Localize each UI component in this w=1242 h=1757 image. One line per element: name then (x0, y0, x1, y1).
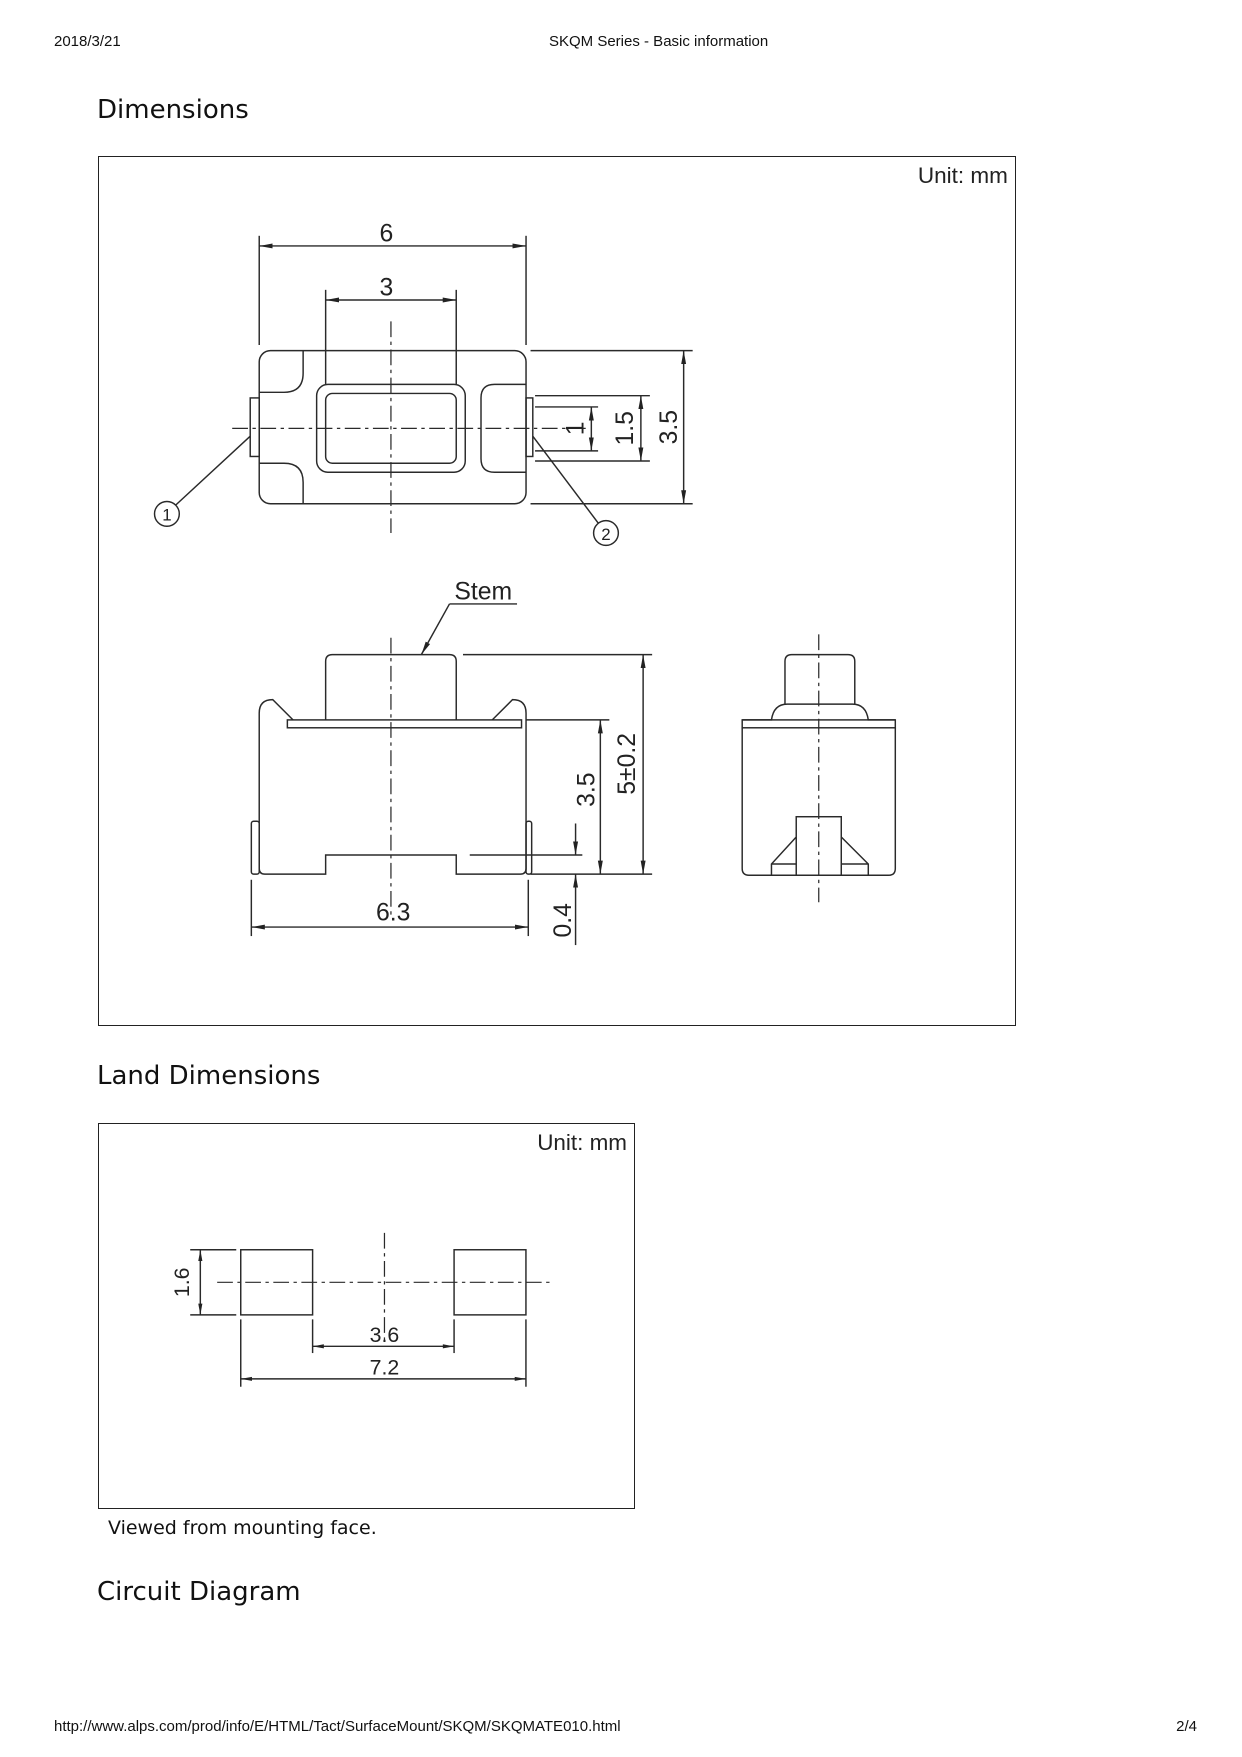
print-title: SKQM Series - Basic information (549, 33, 769, 50)
label-inner-gap: 3.6 (369, 1322, 400, 1347)
label-terminal-2: 2 (601, 524, 611, 544)
land-dimensions-figure (98, 1123, 635, 1509)
leader-stem (421, 604, 449, 655)
page-number: 2/4 (1176, 1718, 1197, 1735)
dimensions-figure (98, 156, 1016, 1026)
label-stem: Stem (454, 578, 513, 606)
land-dimensions-drawing (99, 1124, 634, 1508)
lead-foot-right (841, 837, 868, 875)
mounting-face-note: Viewed from mounting face. (108, 1517, 377, 1539)
cover-plate (287, 720, 521, 728)
front-view (251, 578, 652, 945)
label-outer-span: 7.2 (369, 1355, 400, 1380)
land-dimensions-heading: Land Dimensions (97, 1061, 321, 1091)
unit-label: Unit: mm (537, 1129, 627, 1155)
label-overall-width: 6 (379, 220, 394, 248)
dimensions-drawing (99, 157, 1015, 1025)
side-view (742, 634, 895, 902)
unit-label: Unit: mm (917, 162, 1008, 188)
label-body-height: 3.5 (573, 772, 601, 807)
label-overall-length: 6.3 (375, 899, 411, 927)
top-view (155, 220, 693, 545)
label-total-height: 5±0.2 (614, 732, 642, 795)
lead-left (251, 821, 259, 874)
print-date: 2018/3/21 (54, 33, 121, 50)
stem-outline (785, 655, 855, 705)
dimensions-heading: Dimensions (97, 95, 249, 125)
body-outline (259, 351, 526, 504)
page-url: http://www.alps.com/prod/info/E/HTML/Tact/SurfaceMount/SKQM/SKQMATE010.html (54, 1718, 621, 1735)
label-stem-width: 3 (379, 274, 394, 302)
label-stem-depth: 1.5 (611, 411, 639, 446)
label-pad-height: 1.6 (170, 1267, 195, 1298)
body-bottom (259, 855, 526, 874)
leader-terminal-1 (176, 436, 250, 505)
terminal-right (526, 398, 533, 457)
label-overall-depth: 3.5 (655, 409, 683, 445)
terminal-left (250, 398, 259, 457)
circuit-diagram-heading: Circuit Diagram (97, 1577, 301, 1607)
label-terminal-width: 1 (562, 421, 590, 436)
housing-corner-top-left (259, 351, 303, 393)
label-terminal-1: 1 (162, 505, 172, 525)
lead-foot-left (771, 837, 796, 875)
lead-right (526, 821, 532, 874)
label-standoff: 0.4 (550, 903, 578, 938)
housing-corner-bottom-left (259, 463, 303, 504)
leader-terminal-2 (533, 436, 598, 523)
